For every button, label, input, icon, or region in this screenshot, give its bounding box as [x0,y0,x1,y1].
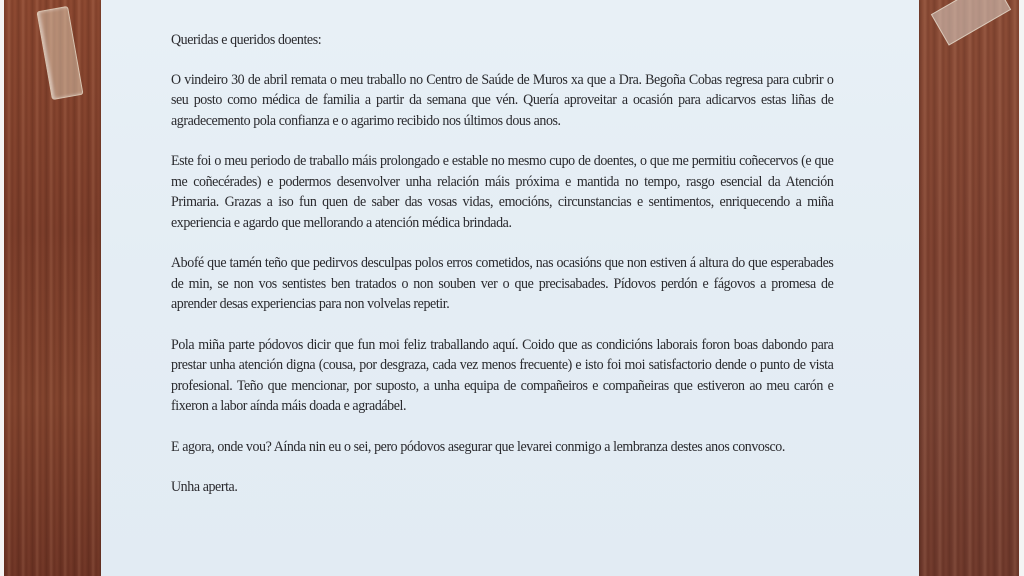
letter-closing: Unha aperta. [171,478,238,495]
letter-paragraph: E agora, onde vou? Aínda nin eu o sei, pero pódovos asegurar que levarei conmigo a lembranza destes anos convosco. [171,437,785,455]
letter-salutation: Queridas e queridos doentes: [171,31,322,48]
letter-paragraph: Abofé que tamén teño que pedirvos desculpas polos erros cometidos, nas ocasións que non estiven á altura do que esperabades de min, se non vos sentistes ben tratados o non souben ver o que precisabades. Pídovos perdón e fágovos a promesa de aprender desas experiencias para non volvelas repetir. [171,254,834,312]
letter-paragraph: Pola miña parte pódovos dicir que fun moi feliz traballando aquí. Coido que as condicións laborais foron boas dabondo para prestar unha atención digna (cousa, por desgraza, cada vez menos frecuente) e isto foi moi satisfactorio dende o punto de vista profesional. Teño que mencionar, por suposto, a unha equipa de compañeiros e compañeiras que estiveron ao meu carón e fixeron a labor aínda máis doada e agradábel. [171,335,834,414]
letter-body [171,30,833,517]
letter-paragraph: O vindeiro 30 de abril remata o meu traballo no Centro de Saúde de Muros xa que a Dra. Begoña Cobas regresa para cubrir o seu posto como médica de familia a partir da semana que vén. Quería aproveitar a ocasión para adicarvos estas liñas de agradecemento pola confianza e o agarimo recibido nos últimos dous anos. [171,70,834,129]
letter-paragraph: Este foi o meu periodo de traballo máis prolongado e estable no mesmo cupo de doentes, o que me permitiu coñecervos (e que me coñecérades) e podermos desenvolver unha relación máis próxima e mantida no tempo, rasgo esencial da Atención Primaria. Grazas a iso fun quen de saber das vosas vidas, emocións, circunstancias e sentimentos, enriquecendo a miña experiencia e agardo que mellorando a atención médica brindada. [171,152,834,231]
wooden-door-right [919,0,1019,576]
letter-sheet [101,0,919,576]
